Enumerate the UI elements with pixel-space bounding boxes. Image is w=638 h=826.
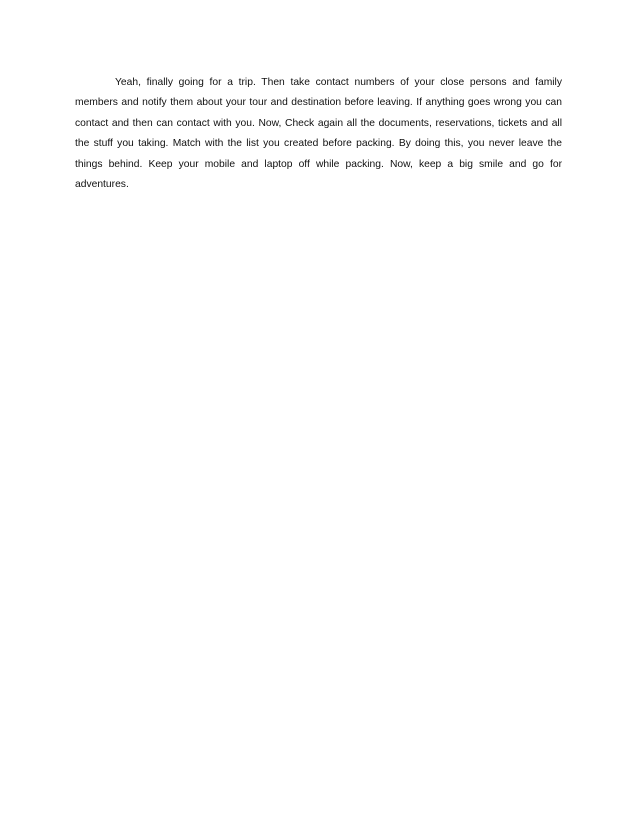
body-paragraph: Yeah, finally going for a trip. Then take contact numbers of your close persons and family members and notify them about your tour and destination before leaving. If anything goes wrong you can contact and then can contact with you. Now, Check again all the documents, reservations, tickets and all the stuff you taking. Match with the list you created before packing. By doing this, you never leave the things behind. Keep your mobile and laptop off while packing. Now, keep a big smile and go for adventures. bbox=[75, 77, 562, 191]
